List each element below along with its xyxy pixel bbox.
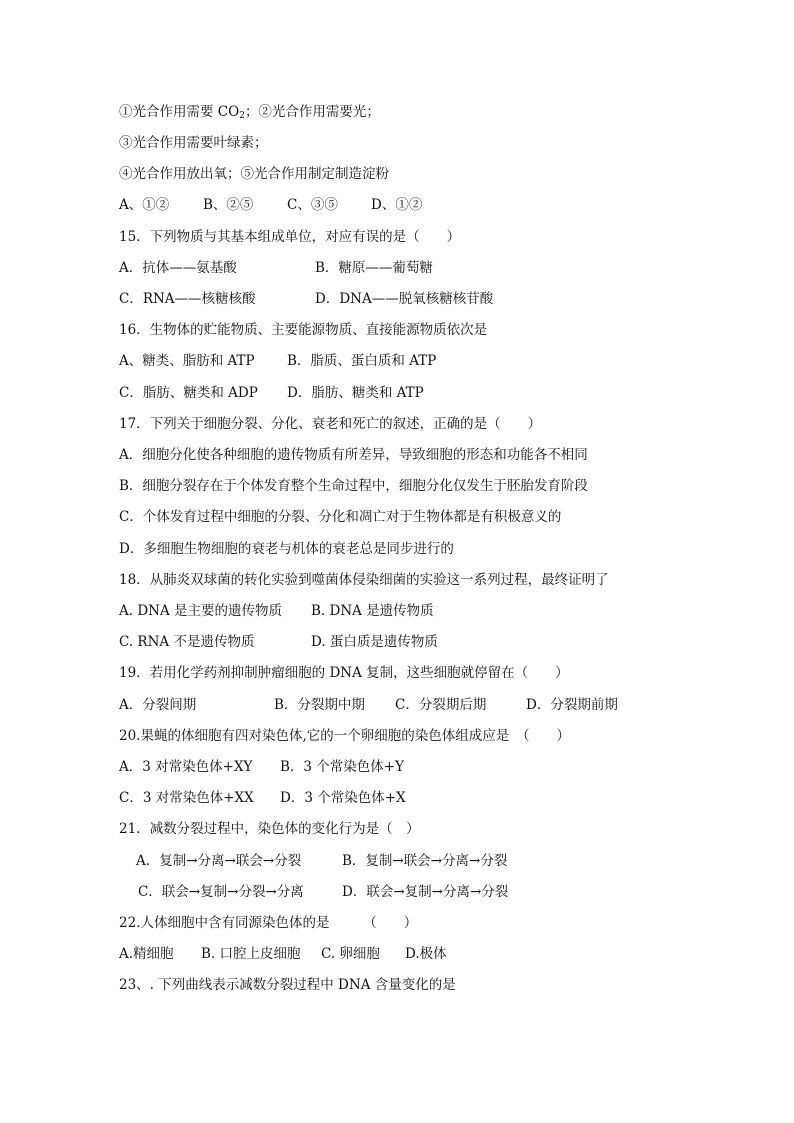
question-21: 21．减数分裂过程中，染色体的变化行为是（ ）: [119, 821, 420, 837]
option-d: D．DNA——脱氧核糖核苷酸: [315, 291, 494, 307]
option-d: D．多细胞生物细胞的衰老与机体的衰老总是同步进行的: [119, 541, 454, 557]
option-row: [119, 696, 618, 714]
option-d: D.极体: [405, 946, 447, 962]
statement-line-3: ④光合作用放出氧；⑤光合作用制定制造淀粉: [119, 166, 389, 182]
option-c: C、③⑤: [287, 197, 338, 213]
option-a: A、①②: [119, 197, 170, 213]
option-d: D、①②: [371, 197, 423, 213]
option-row: [119, 259, 433, 277]
statement-line-1: ①光合作用需要 $CO_2$；②光合作用需要光；: [119, 104, 380, 121]
option-d: D．联会→复制→分离→分裂: [342, 884, 509, 900]
option-a: A．复制→分离→联会→分裂: [136, 853, 302, 869]
option-a: A．3 对常染色体+XY: [119, 759, 253, 775]
option-b: B. 口腔上皮细胞: [201, 946, 301, 962]
option-a: A．抗体——氨基酸: [119, 260, 237, 276]
option-b: B．复制→联会→分离→分裂: [342, 853, 508, 869]
option-a: A.精细胞: [119, 946, 174, 962]
option-b: B. DNA 是遗传物质: [311, 603, 434, 619]
option-c: C. 卵细胞: [321, 946, 380, 962]
option-row: [119, 384, 424, 402]
option-row: [119, 196, 422, 214]
question-18: 18．从肺炎双球菌的转化实验到噬菌体侵染细菌的实验这一系列过程，最终证明了: [119, 572, 609, 588]
question-16: 16．生物体的贮能物质、主要能源物质、直接能源物质依次是: [119, 322, 488, 338]
question-17: 17．下列关于细胞分裂、分化、衰老和死亡的叙述，正确的是（ ）: [119, 416, 542, 432]
question-20: 20.果蝇的体细胞有四对染色体,它的一个卵细胞的染色体组成应是 （ ）: [119, 728, 571, 744]
option-c: C．脂肪、糖类和 ADP: [119, 385, 258, 401]
option-c: C．3 对常染色体+XX: [119, 790, 254, 806]
question-22: 22.人体细胞中含有同源染色体的是 （ ）: [119, 915, 418, 931]
option-row: [119, 758, 404, 776]
option-row: [119, 633, 438, 651]
option-row: [119, 789, 406, 807]
option-b: B．细胞分裂存在于个体发育整个生命过程中，细胞分化仅发生于胚胎发育阶段: [119, 478, 588, 494]
option-c: C. RNA 不是遗传物质: [119, 634, 255, 650]
option-row: [119, 602, 434, 620]
option-b: B．3 个常染色体+Y: [280, 759, 405, 775]
option-row: [119, 352, 436, 370]
option-a: A．分裂间期: [119, 697, 197, 713]
option-a: A、糖类、脂肪和 ATP: [119, 353, 255, 369]
option-b: B．脂质、蛋白质和 ATP: [287, 353, 437, 369]
option-d: D．分裂期前期: [526, 697, 618, 713]
option-d: D. 蛋白质是遗传物质: [311, 634, 438, 650]
option-c: C．分裂期后期: [395, 697, 487, 713]
option-b: B．分裂期中期: [274, 697, 365, 713]
option-b: B、②⑤: [203, 197, 254, 213]
question-15: 15．下列物质与其基本组成单位，对应有误的是（ ）: [119, 229, 461, 245]
option-c: C．RNA——核糖核酸: [119, 291, 256, 307]
option-c: C．联会→复制→分裂→分离: [138, 884, 304, 900]
option-row: [119, 945, 447, 963]
statement-line-2: ③光合作用需要叶绿素；: [119, 135, 268, 151]
question-23: 23、. 下列曲线表示减数分裂过程中 DNA 含量变化的是: [119, 977, 456, 993]
option-c: C．个体发育过程中细胞的分裂、分化和凋亡对于生物体都是有积极意义的: [119, 509, 562, 525]
option-row: [136, 852, 507, 870]
option-a: A．细胞分化使各种细胞的遗传物质有所差异，导致细胞的形态和功能各不相同: [119, 447, 588, 463]
option-d: D．脂肪、糖类和 ATP: [287, 385, 424, 401]
option-a: A. DNA 是主要的遗传物质: [119, 603, 283, 619]
option-b: B．糖原——葡萄糖: [315, 260, 433, 276]
option-row: [119, 290, 493, 308]
option-d: D．3 个常染色体+X: [280, 790, 406, 806]
question-19: 19．若用化学药剂抑制肿瘤细胞的 DNA 复制，这些细胞就停留在（ ）: [119, 665, 569, 681]
option-row: [138, 883, 508, 901]
